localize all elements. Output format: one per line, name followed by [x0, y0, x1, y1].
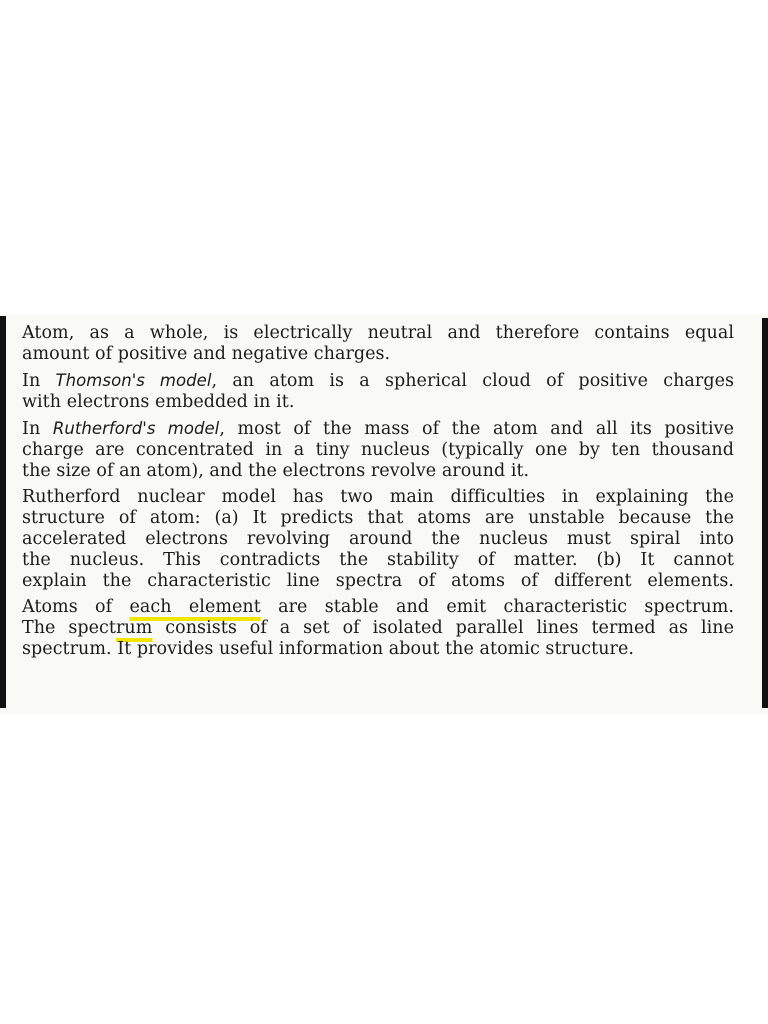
paragraph-difficulties — [22, 487, 734, 592]
paragraph-thomson-model — [22, 370, 734, 413]
emphasis-term: Rutherford's model — [52, 419, 220, 438]
text-line: the nucleus. This contradicts the stability of matter. (b) It cannot — [22, 550, 734, 570]
summary-text — [22, 323, 734, 665]
text-fragment: In — [22, 419, 53, 439]
text-line — [22, 618, 734, 639]
text-fragment: , most of the mass of the atom and all its positive — [219, 419, 734, 439]
text-line: charge are concentrated in a tiny nucleus (typically one by ten thousand — [22, 440, 734, 460]
text-line: accelerated electrons revolving around the nucleus must spiral into — [22, 529, 734, 549]
highlighted-text: each element — [129, 597, 261, 617]
text-line: structure of atom: (a) It predicts that atoms are unstable because the — [22, 508, 734, 528]
text-line — [22, 597, 734, 618]
top-blank-area — [0, 0, 768, 314]
text-fragment: , an atom is a spherical cloud of positive charges — [211, 371, 735, 391]
text-line: explain the characteristic line spectra of atoms of different elements. — [22, 571, 734, 591]
paragraph-rutherford-model — [22, 418, 734, 482]
text-line: spectrum. It provides useful information about the atomic structure. — [22, 639, 634, 659]
text-fragment: The spect — [22, 618, 116, 638]
left-page-edge — [0, 316, 6, 708]
text-line — [22, 370, 734, 392]
bottom-blank-area — [0, 714, 768, 1024]
text-line — [22, 418, 734, 440]
text-fragment: are stable and emit characteristic spectrum. — [260, 597, 735, 617]
text-line: amount of positive and negative charges. — [22, 344, 391, 364]
text-line: with electrons embedded in it. — [22, 392, 295, 412]
text-line: Rutherford nuclear model has two main difficulties in explaining the — [22, 487, 734, 507]
text-line: the size of an atom), and the electrons revolve around it. — [22, 461, 530, 481]
text-fragment: Atoms of — [22, 597, 130, 617]
text-line: Atom, as a whole, is electrically neutral and therefore contains equal — [22, 323, 734, 343]
paragraph-spectrum — [22, 597, 734, 660]
text-fragment: In — [22, 371, 56, 391]
paragraph-atom-neutral — [22, 323, 734, 365]
emphasis-term: Thomson's model — [55, 371, 212, 390]
right-page-edge — [762, 318, 768, 708]
highlighted-text: rum — [115, 618, 153, 638]
text-fragment: consists of a set of isolated parallel lines termed as line — [152, 618, 734, 638]
